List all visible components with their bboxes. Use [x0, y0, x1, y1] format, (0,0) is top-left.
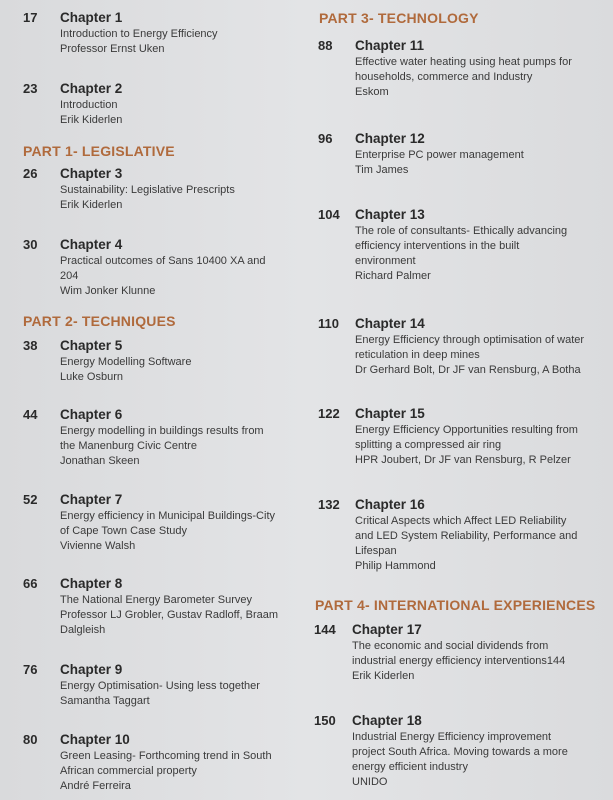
- chapter-author: Philip Hammond: [355, 560, 436, 572]
- chapter-title: Chapter 13: [355, 207, 425, 222]
- chapter-title: Chapter 16: [355, 497, 425, 512]
- page-number: 110: [318, 316, 339, 331]
- chapter-title: Chapter 17: [352, 622, 422, 637]
- page-number: 96: [318, 131, 333, 146]
- chapter-description-line: Energy efficiency in Municipal Buildings-City: [60, 510, 276, 522]
- chapter-author: Vivienne Walsh: [60, 540, 136, 552]
- page-number: 66: [23, 576, 38, 591]
- page-number: 104: [318, 207, 340, 222]
- chapter-author: Erik Kiderlen: [352, 670, 415, 682]
- page-number: 132: [318, 497, 340, 512]
- chapter-author: Jonathan Skeen: [60, 455, 140, 467]
- page-number: 44: [23, 407, 38, 422]
- chapter-title: Chapter 9: [60, 662, 123, 677]
- chapter-description-line: households, commerce and Industry: [355, 71, 533, 83]
- chapter-title: Chapter 14: [355, 316, 425, 331]
- chapter-description-line: The National Energy Barometer Survey: [60, 594, 252, 606]
- chapter-description-line: Energy Efficiency Opportunities resulting from: [355, 424, 578, 436]
- chapter-author: Tim James: [355, 164, 409, 176]
- part-heading: PART 4- INTERNATIONAL EXPERIENCES: [315, 597, 596, 613]
- chapter-title: Chapter 6: [60, 407, 123, 422]
- chapter-author: Samantha Taggart: [60, 695, 150, 707]
- chapter-title: Chapter 12: [355, 131, 425, 146]
- page-number: 150: [314, 713, 336, 728]
- chapter-description-line: Sustainability: Legislative Prescripts: [60, 184, 235, 196]
- chapter-description-line: Practical outcomes of Sans 10400 XA and: [60, 255, 266, 267]
- chapter-title: Chapter 1: [60, 10, 123, 25]
- part-heading: PART 3- TECHNOLOGY: [319, 10, 479, 26]
- chapter-author: Wim Jonker Klunne: [60, 285, 156, 297]
- page-number: 88: [318, 38, 333, 53]
- chapter-author: Professor Ernst Uken: [60, 43, 165, 55]
- page-number: 38: [23, 338, 38, 353]
- chapter-author: HPR Joubert, Dr JF van Rensburg, R Pelzer: [355, 454, 571, 466]
- chapter-author: Luke Osburn: [60, 371, 123, 383]
- chapter-author: Erik Kiderlen: [60, 114, 123, 126]
- chapter-description-line: 204: [60, 270, 79, 282]
- chapter-description-line: Energy Optimisation- Using less together: [60, 680, 260, 692]
- chapter-title: Chapter 8: [60, 576, 123, 591]
- chapter-description-line: Energy Efficiency through optimisation of water: [355, 334, 585, 346]
- chapter-description-line: reticulation in deep mines: [355, 349, 480, 361]
- chapter-description-line: and LED System Reliability, Performance and: [355, 530, 578, 542]
- chapter-author: Dr Gerhard Bolt, Dr JF van Rensburg, A Botha: [355, 364, 581, 376]
- page-number: 52: [23, 492, 38, 507]
- chapter-description-line: The role of consultants- Ethically advancing: [355, 225, 568, 237]
- page-number: 17: [23, 10, 38, 25]
- chapter-title: Chapter 2: [60, 81, 123, 96]
- chapter-author: Erik Kiderlen: [60, 199, 123, 211]
- chapter-description-line: Introduction: [60, 99, 118, 111]
- page-number: 23: [23, 81, 38, 96]
- chapter-description-line: industrial energy efficiency interventions144: [352, 655, 566, 667]
- chapter-description-line: efficiency interventions in the built: [355, 240, 520, 252]
- chapter-description-line: energy efficient industry: [352, 761, 468, 773]
- part-heading: PART 1- LEGISLATIVE: [23, 143, 175, 159]
- chapter-description-line: Effective water heating using heat pumps for: [355, 56, 572, 68]
- page-number: 30: [23, 237, 38, 252]
- chapter-author: UNIDO: [352, 776, 388, 788]
- chapter-author: Eskom: [355, 86, 389, 98]
- chapter-description-line: Lifespan: [355, 545, 397, 557]
- chapter-description-line: African commercial property: [60, 765, 197, 777]
- chapter-author: Dalgleish: [60, 624, 106, 636]
- chapter-description-line: Green Leasing- Forthcoming trend in South: [60, 750, 272, 762]
- chapter-title: Chapter 15: [355, 406, 425, 421]
- chapter-description-line: Energy modelling in buildings results from: [60, 425, 264, 437]
- chapter-description-line: environment: [355, 255, 416, 267]
- page-number: 144: [314, 622, 336, 637]
- page-number: 26: [23, 166, 38, 181]
- chapter-author: Richard Palmer: [355, 270, 431, 282]
- chapter-description-line: splitting a compressed air ring: [355, 439, 502, 451]
- chapter-description-line: Professor LJ Grobler, Gustav Radloff, Braam: [60, 609, 279, 621]
- page-number: 122: [318, 406, 340, 421]
- chapter-title: Chapter 18: [352, 713, 422, 728]
- chapter-title: Chapter 10: [60, 732, 130, 747]
- chapter-title: Chapter 3: [60, 166, 123, 181]
- chapter-description-line: Introduction to Energy Efficiency: [60, 28, 218, 40]
- part-heading: PART 2- TECHNIQUES: [23, 313, 176, 329]
- chapter-description-line: Critical Aspects which Affect LED Reliability: [355, 515, 567, 527]
- chapter-title: Chapter 4: [60, 237, 123, 252]
- page-number: 80: [23, 732, 38, 747]
- chapter-title: Chapter 5: [60, 338, 123, 353]
- chapter-description-line: Enterprise PC power management: [355, 149, 524, 161]
- chapter-title: Chapter 11: [355, 38, 425, 53]
- chapter-description-line: Energy Modelling Software: [60, 356, 192, 368]
- chapter-description-line: the Manenburg Civic Centre: [60, 440, 197, 452]
- chapter-title: Chapter 7: [60, 492, 123, 507]
- chapter-description-line: The economic and social dividends from: [352, 640, 549, 652]
- page-number: 76: [23, 662, 38, 677]
- chapter-author: André Ferreira: [60, 780, 131, 792]
- chapter-description-line: project South Africa. Moving towards a more: [352, 746, 568, 758]
- chapter-description-line: of Cape Town Case Study: [60, 525, 187, 537]
- chapter-description-line: Industrial Energy Efficiency improvement: [352, 731, 552, 743]
